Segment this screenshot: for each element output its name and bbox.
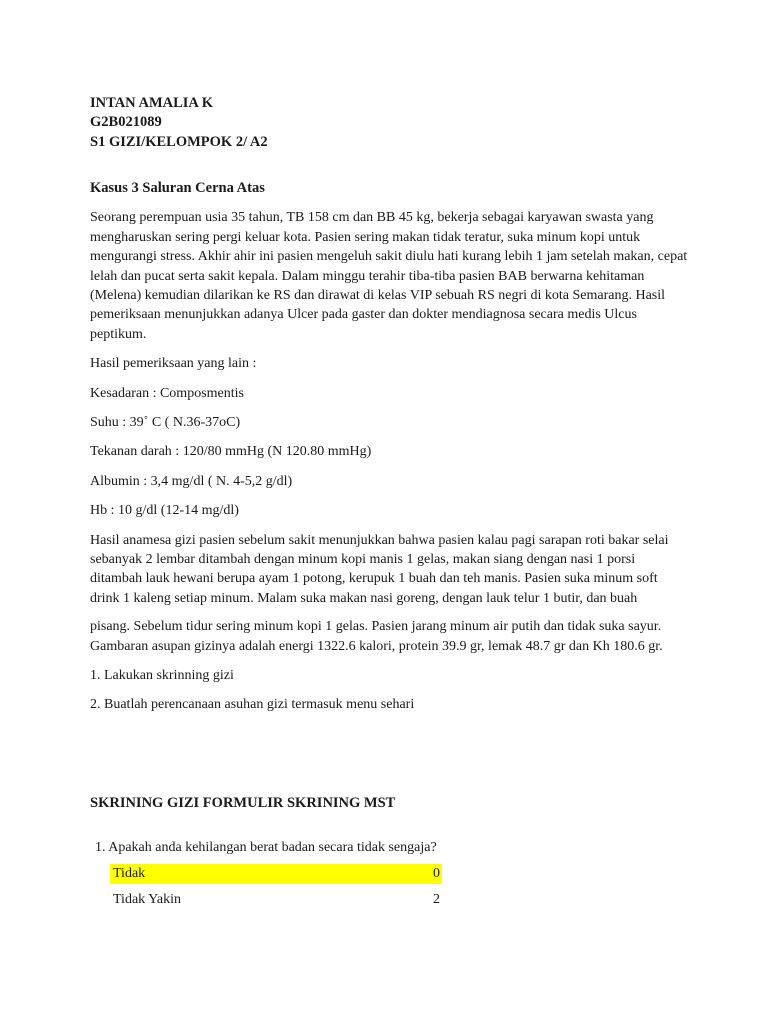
case-paragraph-3: pisang. Sebelum tidur sering minum kopi 1 gelas. Pasien jarang minum air putih dan tidak suka sayur. Gambaran asupan gizinya adalah energi 1322.6 kalori, protein 39.9 gr, lemak 48.7 gr dan Kh 180.6 gr.: [90, 619, 663, 654]
task-1: 1. Lakukan skrinning gizi: [90, 668, 234, 684]
case-title: Kasus 3 Saluran Cerna Atas: [90, 179, 265, 196]
option-row-tidak: [110, 864, 442, 884]
student-id: G2B021089: [90, 114, 162, 131]
document-body: [90, 94, 690, 715]
option-row-tidak-yakin: [110, 890, 442, 910]
option-score: 0: [433, 866, 440, 881]
case-paragraph-2: Hasil anamesa gizi pasien sebelum sakit menunjukkan bahwa pasien kalau pagi sarapan roti bakar selai sebanyak 2 lembar ditambah dengan minum kopi manis 1 gelas, makan siang dengan nasi 1 porsi ditambah lauk hewani berupa ayam 1 potong, kerupuk 1 buah dan teh manis. Pasien suka minum soft drink 1 kaleng setiap minum. Malam suka makan nasi goreng, dengan lauk telur 1 butir, dan buah: [90, 532, 669, 606]
student-name: INTAN AMALIA K: [90, 95, 213, 111]
option-label: Tidak: [113, 866, 146, 881]
task-2: 2. Buatlah perencanaan asuhan gizi termasuk menu sehari: [90, 697, 415, 713]
student-program: S1 GIZI/KELOMPOK 2/ A2: [90, 133, 268, 150]
lab-intro: Hasil pemeriksaan yang lain :: [90, 356, 257, 372]
lab-item-temperature: Suhu : 39˚ C ( N.36-37oC): [90, 414, 241, 430]
lab-item-hb: Hb : 10 g/dl (12-14 mg/dl): [90, 503, 239, 519]
case-paragraph-1: Seorang perempuan usia 35 tahun, TB 158 cm dan BB 45 kg, bekerja sebagai karyawan swasta yang mengharuskan sering pergi keluar kota. Pasien sering makan tidak teratur, suka minum kopi untuk mengurangi stress. Akhir ahir ini pasien mengeluh sakit diulu hati kurang lebih 1 jam setelah makan, cepat lelah dan pucat serta sakit kepala. Dalam minggu terahir tiba-tiba pasien BAB berwarna kehitaman (Melena) kemudian dilarikan ke RS dan dirawat di kelas VIP sebuah RS negri di kota Semarang. Hasil pemeriksaan menunjukkan adanya Ulcer pada gaster dan dokter mendiagnosa secara medis Ulcus peptikum.: [90, 210, 688, 342]
lab-item-consciousness: Kesadaran : Composmentis: [90, 385, 244, 401]
option-label: Tidak Yakin: [113, 892, 181, 907]
option-score: 2: [433, 892, 440, 907]
screening-title: SKRINING GIZI FORMULIR SKRINING MST: [90, 795, 396, 811]
lab-item-blood-pressure: Tekanan darah : 120/80 mmHg (N 120.80 mmHg): [90, 444, 372, 460]
screening-question-1: 1. Apakah anda kehilangan berat badan secara tidak sengaja?: [95, 840, 437, 855]
lab-item-albumin: Albumin : 3,4 mg/dl ( N. 4-5,2 g/dl): [90, 473, 293, 489]
